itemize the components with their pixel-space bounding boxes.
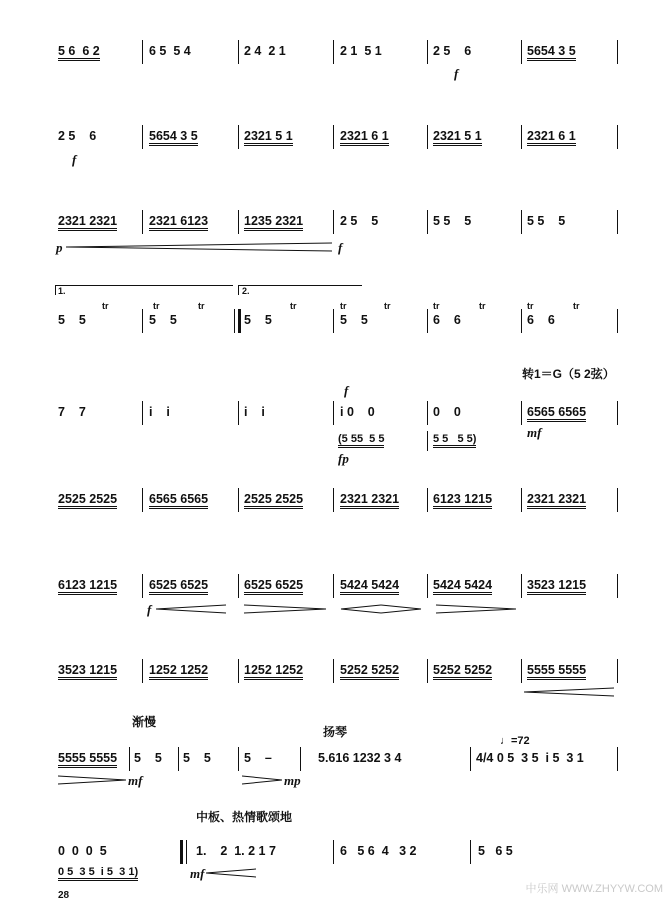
barline: [470, 747, 471, 771]
measure: 2 4 2 1: [244, 44, 286, 58]
measure: 5 5 5: [527, 214, 566, 228]
barline: [521, 659, 522, 683]
barline: [333, 659, 334, 683]
barline: [238, 488, 239, 512]
barline: [333, 488, 334, 512]
measure: 2321 2321: [340, 492, 399, 509]
repeat-barline: [238, 309, 241, 333]
barline: [238, 747, 239, 771]
measure: 2525 2525: [58, 492, 117, 509]
barline: [521, 488, 522, 512]
barline: [617, 488, 618, 512]
measure: 2 1 5 1: [340, 44, 382, 58]
barline: [427, 125, 428, 149]
measure: 3523 1215: [527, 578, 586, 595]
measure: 2 5 6: [433, 44, 472, 58]
tempo-marking: ♩=72: [500, 735, 530, 747]
measure: i i: [149, 405, 170, 419]
barline: [521, 210, 522, 234]
measure: 2321 2321: [58, 214, 117, 231]
barline: [238, 659, 239, 683]
trill-mark: tr: [290, 301, 297, 311]
barline: [427, 488, 428, 512]
measure: 2321 6 1: [527, 129, 576, 146]
measure: 5252 5252: [433, 663, 492, 680]
trill-mark: tr: [198, 301, 205, 311]
measure: 1252 1252: [149, 663, 208, 680]
barline: [333, 125, 334, 149]
measure: 6525 6525: [149, 578, 208, 595]
measure: 5 –: [244, 751, 272, 765]
trill-mark: tr: [153, 301, 160, 311]
measure: 2525 2525: [244, 492, 303, 509]
measure: 2321 5 1: [433, 129, 482, 146]
trill-mark: tr: [433, 301, 440, 311]
hairpin: [242, 775, 282, 785]
measure: 1. 2 1. 2 1 7: [196, 844, 276, 858]
measure: 7 7: [58, 405, 86, 419]
measure: 2 5 5: [340, 214, 379, 228]
measure: 2321 5 1: [244, 129, 293, 146]
trill-mark: tr: [479, 301, 486, 311]
barline: [333, 309, 334, 333]
barline: [238, 125, 239, 149]
measure: 2321 6123: [149, 214, 208, 231]
measure: 5 5: [340, 313, 368, 327]
measure: 5555 5555: [58, 751, 117, 768]
barline: [521, 125, 522, 149]
measure: 2321 2321: [527, 492, 586, 509]
lower-voice: (5 55 5 5: [338, 433, 384, 448]
hairpins: [156, 604, 516, 614]
barline: [521, 309, 522, 333]
barline: [427, 431, 428, 451]
measure: 3523 1215: [58, 663, 117, 680]
measure: 5 5: [134, 751, 162, 765]
volta-bracket: [55, 285, 233, 286]
dynamic-mark: p: [56, 240, 63, 255]
barline: [427, 659, 428, 683]
barline: [427, 40, 428, 64]
measure: 0 0: [433, 405, 461, 419]
barline: [333, 574, 334, 598]
dynamic-mark: f: [147, 602, 152, 617]
volta-1-label: 1.: [58, 286, 66, 296]
crescendo-hairpin: [66, 242, 332, 252]
barline: [617, 125, 618, 149]
barline: [142, 488, 143, 512]
barline: [142, 309, 143, 333]
measure: 6 6: [527, 313, 555, 327]
barline: [238, 40, 239, 64]
measure: 6565 6565: [527, 405, 586, 422]
measure: 5.616 1232 3 4: [318, 751, 402, 765]
dynamic-mark: mf: [128, 773, 143, 788]
hairpin: [58, 775, 126, 785]
measure: 5 5: [244, 313, 272, 327]
measure: 5654 3 5: [149, 129, 198, 146]
instrument-label: 扬琴: [323, 725, 348, 739]
dynamic-mark: mp: [284, 773, 301, 788]
measure: 5555 5555: [527, 663, 586, 680]
repeat-barline: [180, 840, 183, 864]
barline: [333, 210, 334, 234]
measure: 5424 5424: [433, 578, 492, 595]
barline: [521, 401, 522, 425]
volta-2-label: 2.: [242, 286, 250, 296]
measure: 6565 6565: [149, 492, 208, 509]
tempo-instruction: 渐慢: [132, 715, 157, 729]
barline: [521, 40, 522, 64]
lower-voice: 5 5 5 5): [433, 433, 476, 448]
barline: [142, 659, 143, 683]
measure: 5 5: [58, 313, 86, 327]
barline: [238, 574, 239, 598]
barline: [617, 574, 618, 598]
measure: 5654 3 5: [527, 44, 576, 61]
trill-mark: tr: [340, 301, 347, 311]
barline: [142, 125, 143, 149]
barline: [470, 840, 471, 864]
measure: 5252 5252: [340, 663, 399, 680]
barline: [178, 747, 179, 771]
dynamic-mark: f: [344, 383, 349, 398]
dynamic-mark: f: [72, 152, 77, 167]
barline: [238, 401, 239, 425]
barline: [617, 659, 618, 683]
volta-bracket: [238, 285, 362, 286]
dynamic-mark: f: [454, 66, 459, 81]
barline: [427, 309, 428, 333]
measure: 0 0 0 5: [58, 844, 107, 858]
barline: [142, 401, 143, 425]
measure: 6525 6525: [244, 578, 303, 595]
barline: [617, 40, 618, 64]
repeat-barline: [186, 840, 187, 864]
trill-mark: tr: [527, 301, 534, 311]
watermark: 中乐网 WWW.ZHYYW.COM: [525, 883, 663, 895]
hairpin: [524, 687, 614, 697]
measure: 6123 1215: [433, 492, 492, 509]
measure: i 0 0: [340, 405, 375, 419]
measure: 2 5 6: [58, 129, 97, 143]
barline: [427, 210, 428, 234]
barline: [142, 210, 143, 234]
measure: 6123 1215: [58, 578, 117, 595]
measure: 6 5 6 4 3 2: [340, 844, 417, 858]
barline: [333, 840, 334, 864]
dynamic-mark: f: [338, 240, 343, 255]
measure: 2321 6 1: [340, 129, 389, 146]
measure: 4/4 0 5 3 5 i 5 3 1: [476, 751, 584, 765]
measure: 1235 2321: [244, 214, 303, 231]
barline: [617, 210, 618, 234]
measure: 5 5 5: [433, 214, 472, 228]
volta-bracket-edge: [238, 285, 239, 295]
repeat-barline: [234, 309, 235, 333]
hairpin: [206, 868, 256, 878]
measure: 5 5: [183, 751, 211, 765]
trill-mark: tr: [102, 301, 109, 311]
barline: [617, 747, 618, 771]
lower-voice: 0 5 3 5 i 5 3 1): [58, 866, 138, 881]
barline: [238, 210, 239, 234]
measure: 5 6 6 2: [58, 44, 100, 61]
barline: [333, 40, 334, 64]
barline: [300, 747, 301, 771]
measure: 5 5: [149, 313, 177, 327]
barline: [617, 309, 618, 333]
measure: 6 6: [433, 313, 461, 327]
trill-mark: tr: [384, 301, 391, 311]
barline: [617, 401, 618, 425]
page-number: 28: [58, 890, 70, 901]
measure: 5424 5424: [340, 578, 399, 595]
trill-mark: tr: [573, 301, 580, 311]
dynamic-mark: mf: [190, 866, 205, 881]
barline: [142, 574, 143, 598]
measure: 1252 1252: [244, 663, 303, 680]
measure: 5 6 5: [478, 844, 513, 858]
tempo-instruction: 中板、热情歌颂地: [196, 810, 293, 824]
barline: [333, 401, 334, 425]
measure: i i: [244, 405, 265, 419]
dynamic-mark: mf: [527, 425, 542, 440]
volta-bracket-edge: [55, 285, 56, 295]
dynamic-mark: fp: [338, 451, 349, 466]
barline: [427, 401, 428, 425]
barline: [142, 40, 143, 64]
barline: [521, 574, 522, 598]
barline: [129, 747, 130, 771]
barline: [427, 574, 428, 598]
key-change-label: 转1＝G（5 2弦）: [522, 367, 615, 381]
measure: 6 5 5 4: [149, 44, 191, 58]
